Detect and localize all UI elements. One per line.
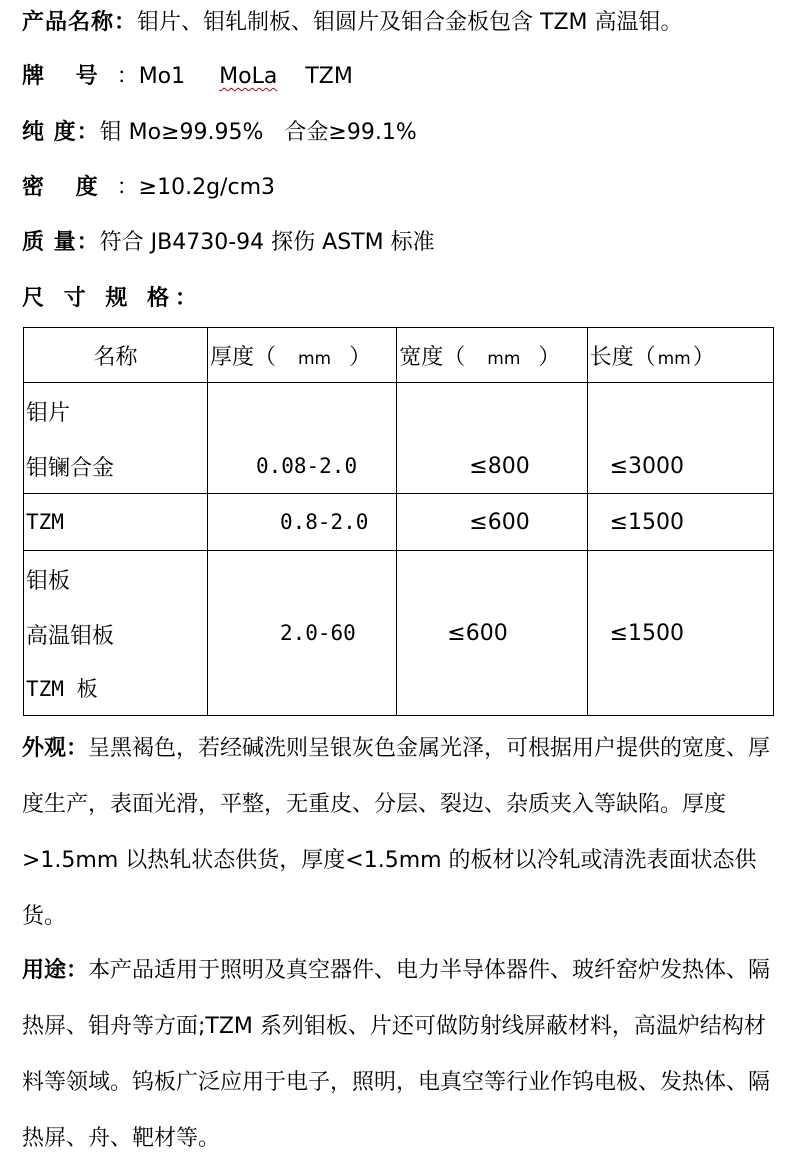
usage-label: 用途： (22, 958, 89, 983)
cell-width-g1: ≤800 (397, 383, 587, 494)
header-name: 名称 (24, 328, 208, 383)
grade-item-mo1: Mo1 (138, 64, 186, 89)
cell-length-g2: ≤1500 (587, 494, 773, 551)
quality-value: 符合 JB4730-94 探伤 ASTM 标准 (99, 230, 435, 255)
size-spec-label: 尺 寸 规 格： (22, 286, 203, 311)
header-thickness-unit: mm (297, 348, 332, 369)
row-name-tzm-plate: TZM 板 (24, 661, 208, 716)
header-width-unit: mm (487, 348, 521, 369)
quality-label: 质 量： (22, 230, 100, 255)
purity-value: 钼 Mo≥99.95% 合金≥99.1% (99, 120, 417, 145)
purity-label: 纯 度： (22, 120, 100, 145)
grade-sep: ： (116, 64, 139, 89)
header-width: 宽度（ mm ） (397, 328, 587, 383)
header-length-unit: mm (657, 348, 691, 369)
header-length: 长度（ mm） (587, 328, 773, 383)
row-name-mola: 钼镧合金 (24, 439, 208, 494)
table-row (24, 494, 774, 551)
cell-thickness-g3: 2.0-60 (207, 551, 396, 716)
grade-line (22, 62, 353, 92)
density-label: 密 度 (22, 175, 110, 200)
cell-length-g1: ≤3000 (587, 383, 773, 494)
spec-table (23, 327, 774, 716)
row-name-high-temp-plate: 高温钼板 (24, 607, 208, 661)
grade-label: 牌 号 (22, 64, 110, 89)
product-name-line (22, 8, 683, 38)
appearance-label: 外观： (22, 736, 89, 761)
cell-thickness-g2: 0.8-2.0 (207, 494, 396, 551)
density-value: ：≥10.2g/cm3 (116, 175, 275, 200)
row-name-tzm: TZM (24, 494, 208, 551)
appearance-text: 呈黑褐色，若经碱洗则呈银灰色金属光泽，可根据用户提供的宽度、厚度生产，表面光滑，平整，无重皮、分层、裂边、杂质夹入等缺陷。厚度>1.5mm 以热轧状态供货，厚度<1.5mm 的板材以冷轧或清洗表面状态供货。 (22, 736, 771, 929)
table-row (24, 383, 774, 440)
cell-width-g2: ≤600 (397, 494, 587, 551)
table-row (24, 551, 774, 608)
row-name-mo-sheet: 钼片 (24, 383, 208, 440)
density-line (22, 173, 275, 203)
usage-paragraph (22, 943, 774, 1167)
cell-length-g3: ≤1500 (587, 551, 773, 716)
appearance-paragraph (22, 721, 774, 945)
header-thickness: 厚度（ mm ） (207, 328, 396, 383)
purity-line (22, 118, 417, 148)
cell-thickness-g1: 0.08-2.0 (207, 383, 396, 494)
row-name-mo-plate: 钼板 (24, 551, 208, 608)
cell-width-g3: ≤600 (397, 551, 587, 716)
quality-line (22, 228, 435, 258)
table-header-row (24, 328, 774, 383)
product-name-value: 钼片、钼轧制板、钼圆片及钼合金板包含 TZM 高温钼。 (137, 10, 683, 35)
grade-item-mola: MoLa (219, 64, 278, 89)
product-name-label: 产品名称： (22, 10, 138, 35)
grade-item-tzm: TZM (305, 64, 353, 89)
usage-text: 本产品适用于照明及真空器件、电力半导体器件、玻纤窑炉发热体、隔热屏、钼舟等方面;TZM 系列钼板、片还可做防射线屏蔽材料，高温炉结构材料等领域。钨板广泛应用于电子，照明，电真空等行业作钨电极、发热体、隔热屏、舟、靶材等。 (22, 958, 771, 1151)
size-spec-line (22, 284, 203, 314)
